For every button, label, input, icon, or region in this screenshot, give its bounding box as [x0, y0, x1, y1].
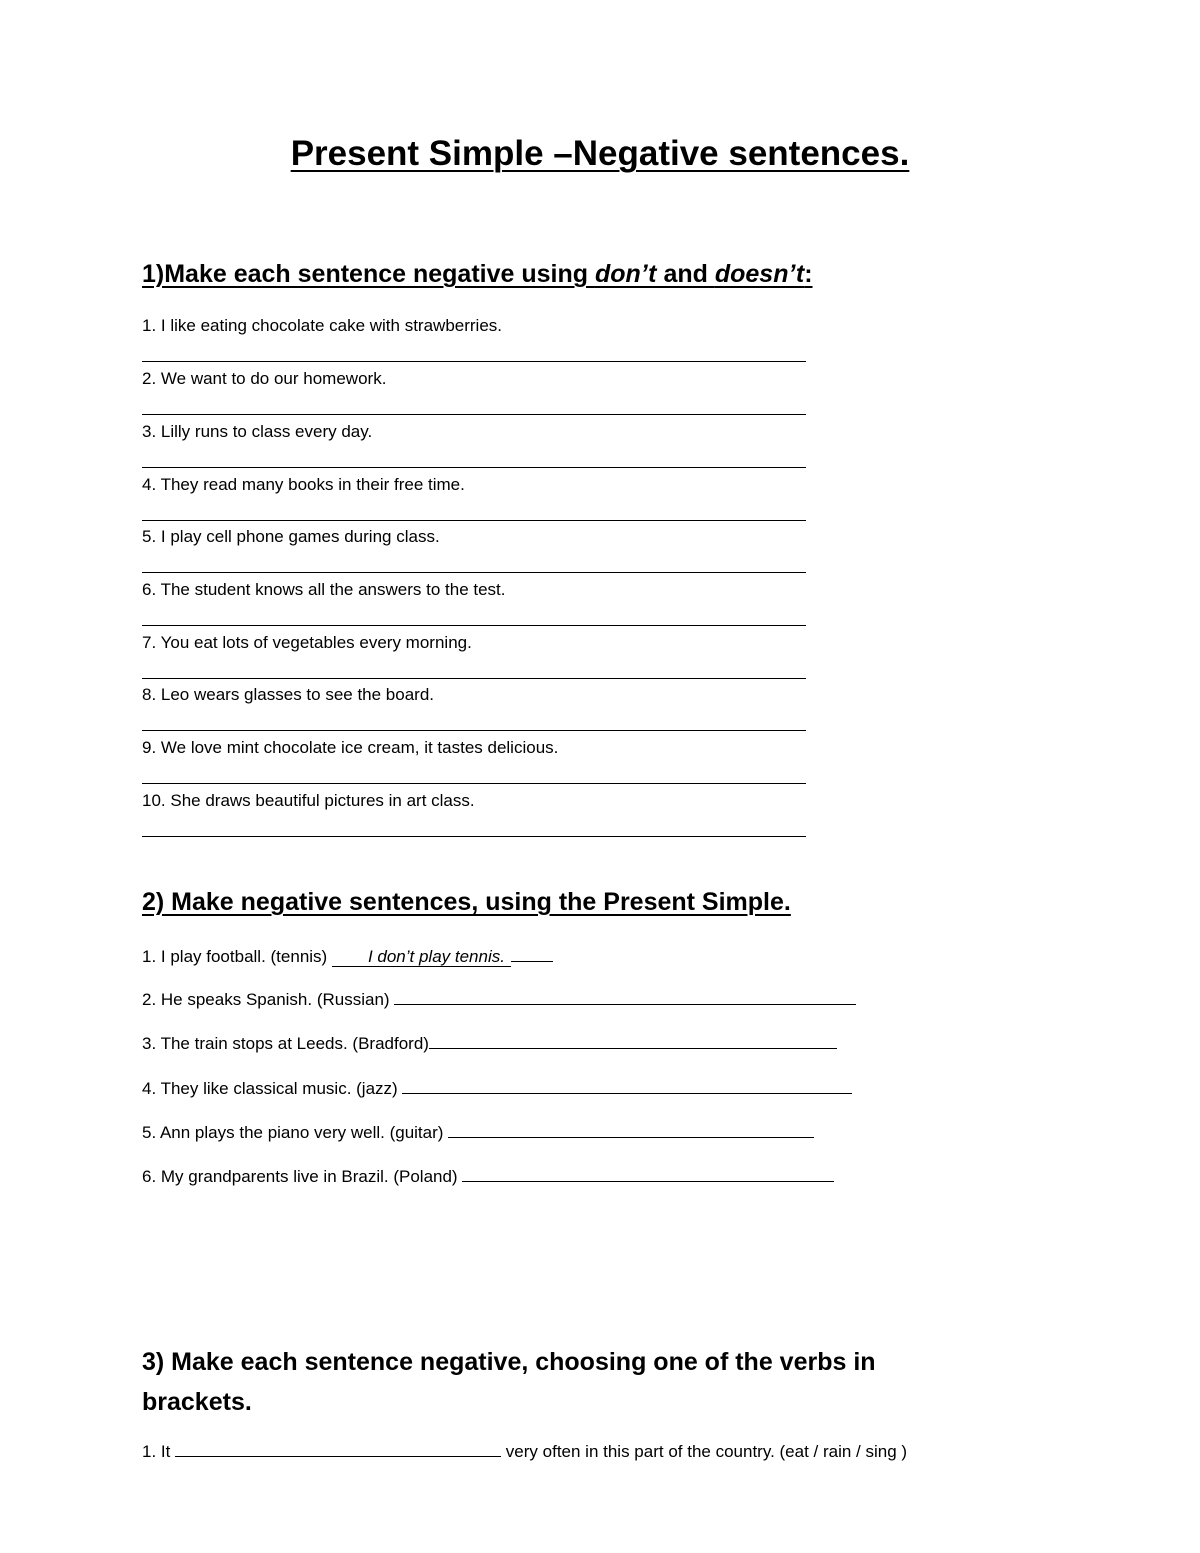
page-title: Present Simple –Negative sentences. — [290, 134, 910, 173]
s1-sentence-7: 7. You eat lots of vegetables every morning. — [142, 633, 472, 652]
s1-answer-line-7[interactable] — [142, 678, 806, 679]
s1-sentence-10: 10. She draws beautiful pictures in art class. — [142, 791, 475, 810]
s1-sentence-5: 5. I play cell phone games during class. — [142, 527, 440, 546]
s2-item-3 — [142, 1032, 837, 1054]
s1-answer-line-9[interactable] — [142, 783, 806, 784]
s3-item-1-prefix: 1. It — [142, 1442, 176, 1461]
s1-answer-line-1[interactable] — [142, 361, 806, 362]
s1-sentence-8: 8. Leo wears glasses to see the board. — [142, 685, 435, 704]
section-1-heading-doesnt: doesn’t — [714, 260, 805, 288]
section-2-heading: 2) Make negative sentences, using the Present Simple. — [142, 888, 791, 916]
s2-item-2-text: 2. He speaks Spanish. (Russian) — [142, 990, 395, 1009]
s2-item-4 — [142, 1077, 852, 1099]
s1-sentence-1: 1. I like eating chocolate cake with strawberries. — [142, 316, 503, 335]
s2-item-2 — [142, 988, 856, 1010]
s2-example-prompt: 1. I play football. (tennis) — [142, 947, 332, 966]
s2-item-2-blank[interactable] — [394, 988, 856, 1005]
s2-item-3-text: 3. The train stops at Leeds. (Bradford) — [142, 1034, 429, 1053]
s2-item-5 — [142, 1121, 814, 1143]
s2-item-3-blank[interactable] — [429, 1032, 837, 1049]
s2-item-5-blank[interactable] — [448, 1121, 814, 1138]
s1-answer-line-4[interactable] — [142, 520, 806, 521]
s1-sentence-3: 3. Lilly runs to class every day. — [142, 422, 373, 441]
section-1-heading-dont: don’t — [594, 260, 657, 288]
s3-item-1 — [142, 1440, 907, 1462]
section-1-heading-suffix: : — [804, 260, 813, 288]
s3-item-1-suffix: very often in this part of the country. (eat / rain / sing ) — [501, 1442, 908, 1461]
s1-sentence-4: 4. They read many books in their free time. — [142, 475, 465, 494]
s1-answer-line-5[interactable] — [142, 572, 806, 573]
s2-item-5-text: 5. Ann plays the piano very well. (guitar) — [142, 1123, 449, 1142]
s1-answer-line-8[interactable] — [142, 730, 806, 731]
section-1-heading — [142, 260, 813, 289]
s1-answer-line-6[interactable] — [142, 625, 806, 626]
s2-item-6-text: 6. My grandparents live in Brazil. (Poland) — [142, 1167, 463, 1186]
s2-item-4-blank[interactable] — [402, 1077, 852, 1094]
s1-sentence-9: 9. We love mint chocolate ice cream, it tastes delicious. — [142, 738, 559, 757]
section-1-heading-and: and — [656, 260, 715, 288]
s3-item-1-blank[interactable] — [175, 1440, 501, 1457]
s2-example-answer: I don’t play tennis. — [332, 947, 511, 967]
s2-item-6 — [142, 1165, 834, 1187]
s1-sentence-6: 6. The student knows all the answers to the test. — [142, 580, 506, 599]
section-1-heading-prefix: 1)Make each sentence negative using — [142, 260, 595, 288]
s1-sentence-2: 2. We want to do our homework. — [142, 369, 387, 388]
s2-example-item — [142, 945, 553, 967]
s1-answer-line-3[interactable] — [142, 467, 806, 468]
s2-item-6-blank[interactable] — [462, 1165, 834, 1182]
s1-answer-line-10[interactable] — [142, 836, 806, 837]
s1-answer-line-2[interactable] — [142, 414, 806, 415]
s2-item-4-text: 4. They like classical music. (jazz) — [142, 1079, 403, 1098]
section-3-heading: 3) Make each sentence negative, choosing one of the verbs in brackets. — [142, 1348, 876, 1416]
s2-example-tail-line — [511, 945, 553, 962]
